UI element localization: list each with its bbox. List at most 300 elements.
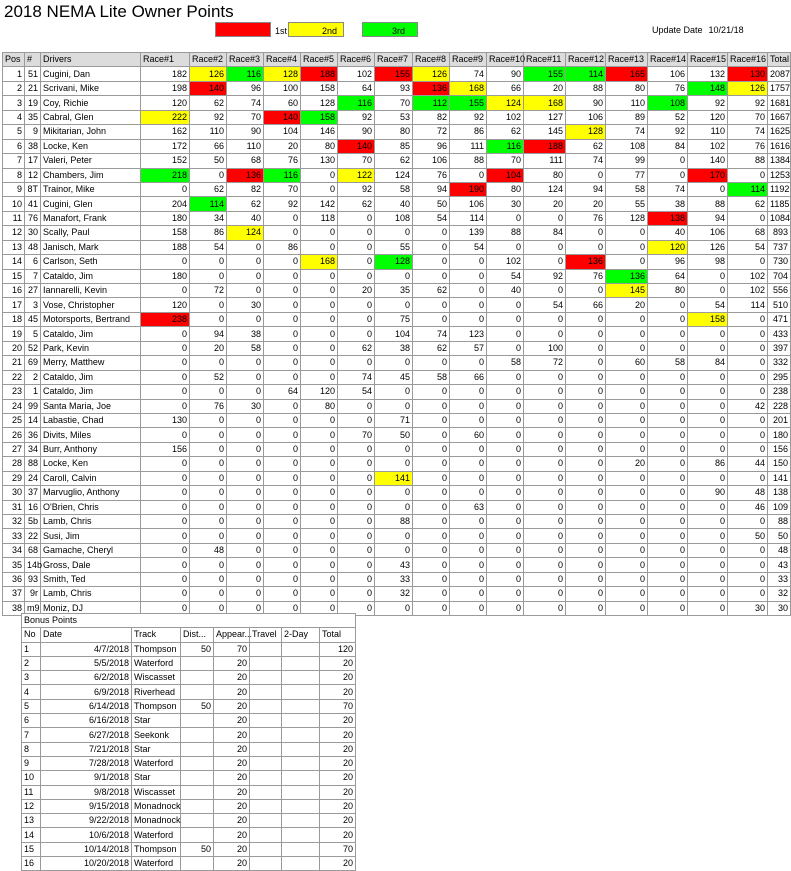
race-points-cell: 0 (375, 269, 413, 283)
race-points-cell: 0 (264, 255, 301, 269)
race-points-cell: 0 (338, 298, 375, 312)
table-row (3, 81, 791, 95)
race-points-cell: 88 (450, 154, 487, 168)
race-points-cell: 136 (606, 269, 648, 283)
bonus-cell (282, 785, 320, 799)
race-points-cell: 70 (338, 428, 375, 442)
race-points-cell: 0 (487, 413, 524, 427)
race-points-cell: 106 (688, 226, 728, 240)
position-cell: 24 (3, 399, 25, 413)
race-points-cell: 0 (566, 587, 606, 601)
race-points-cell: 126 (728, 81, 768, 95)
driver-cell: Cataldo, Jim (41, 385, 141, 399)
bonus-cell: 10/14/2018 (41, 842, 132, 856)
race-points-cell: 0 (338, 312, 375, 326)
race-points-cell: 94 (190, 327, 227, 341)
race-points-cell: 124 (375, 168, 413, 182)
column-header: Race#8 (413, 53, 450, 67)
driver-cell: Chambers, Jim (41, 168, 141, 182)
driver-cell: O'Brien, Chris (41, 500, 141, 514)
table-row (3, 67, 791, 81)
driver-cell: Cabral, Glen (41, 110, 141, 124)
race-points-cell: 0 (728, 413, 768, 427)
race-points-cell: 0 (227, 543, 264, 557)
race-points-cell: 99 (606, 154, 648, 168)
race-points-cell: 0 (301, 356, 338, 370)
position-cell: 29 (3, 471, 25, 485)
car-number-cell: 8T (25, 182, 41, 196)
position-cell: 23 (3, 385, 25, 399)
race-points-cell: 74 (450, 67, 487, 81)
bonus-cell: 20 (214, 814, 250, 828)
race-points-cell: 0 (301, 240, 338, 254)
race-points-cell: 0 (227, 385, 264, 399)
race-points-cell: 40 (227, 211, 264, 225)
race-points-cell: 0 (338, 399, 375, 413)
race-points-cell: 62 (190, 182, 227, 196)
race-points-cell: 0 (227, 515, 264, 529)
race-points-cell: 0 (450, 572, 487, 586)
car-number-cell: 7 (25, 269, 41, 283)
race-points-cell: 126 (190, 67, 227, 81)
race-points-cell: 0 (264, 471, 301, 485)
race-points-cell: 98 (688, 255, 728, 269)
bonus-cell: 10/20/2018 (41, 857, 132, 871)
race-points-cell: 0 (450, 529, 487, 543)
position-cell: 37 (3, 587, 25, 601)
total-cell: 48 (768, 543, 791, 557)
race-points-cell: 0 (524, 543, 566, 557)
race-points-cell: 0 (450, 298, 487, 312)
race-points-cell: 0 (524, 471, 566, 485)
race-points-cell: 86 (688, 457, 728, 471)
bonus-cell: 50 (181, 642, 214, 656)
race-points-cell: 58 (648, 356, 688, 370)
race-points-cell: 0 (566, 558, 606, 572)
race-points-cell: 106 (413, 154, 450, 168)
column-header: Race#10 (487, 53, 524, 67)
race-points-cell: 60 (264, 96, 301, 110)
race-points-cell: 102 (487, 255, 524, 269)
race-points-cell: 0 (524, 442, 566, 456)
race-points-cell: 124 (487, 96, 524, 110)
race-points-cell: 0 (487, 442, 524, 456)
race-points-cell: 0 (264, 211, 301, 225)
car-number-cell: 68 (25, 543, 41, 557)
table-row (3, 298, 791, 312)
car-number-cell: 6 (25, 255, 41, 269)
race-points-cell: 114 (566, 67, 606, 81)
race-points-cell: 0 (524, 558, 566, 572)
race-points-cell: 0 (606, 385, 648, 399)
bonus-column-header: Appear... (214, 628, 250, 642)
bonus-cell: 20 (320, 685, 356, 699)
race-points-cell: 0 (141, 601, 190, 615)
driver-cell: Mikitarian, John (41, 125, 141, 139)
race-points-cell: 20 (524, 81, 566, 95)
column-header: Race#13 (606, 53, 648, 67)
bonus-column-header: Travel (250, 628, 282, 642)
race-points-cell: 0 (566, 572, 606, 586)
total-cell: 201 (768, 413, 791, 427)
car-number-cell: 38 (25, 139, 41, 153)
race-points-cell: 0 (413, 515, 450, 529)
race-points-cell: 104 (487, 168, 524, 182)
race-points-cell: 0 (190, 558, 227, 572)
race-points-cell: 0 (566, 226, 606, 240)
race-points-cell: 0 (648, 428, 688, 442)
race-points-cell: 158 (688, 312, 728, 326)
race-points-cell: 0 (688, 601, 728, 615)
position-cell: 31 (3, 500, 25, 514)
column-header: Race#3 (227, 53, 264, 67)
race-points-cell: 70 (264, 182, 301, 196)
driver-cell: Cugini, Dan (41, 67, 141, 81)
race-points-cell: 114 (728, 298, 768, 312)
race-points-cell: 168 (450, 81, 487, 95)
race-points-cell: 0 (141, 529, 190, 543)
race-points-cell: 62 (566, 139, 606, 153)
race-points-cell: 0 (190, 572, 227, 586)
race-points-cell: 76 (264, 154, 301, 168)
race-points-cell: 0 (648, 457, 688, 471)
race-points-cell: 0 (375, 442, 413, 456)
race-points-cell: 0 (264, 341, 301, 355)
bonus-cell: 20 (320, 742, 356, 756)
race-points-cell: 0 (141, 255, 190, 269)
race-points-cell: 0 (264, 399, 301, 413)
race-points-cell: 43 (375, 558, 413, 572)
race-points-cell: 0 (413, 587, 450, 601)
race-points-cell: 0 (487, 385, 524, 399)
race-points-cell: 96 (413, 139, 450, 153)
race-points-cell: 0 (338, 442, 375, 456)
race-points-cell: 72 (524, 356, 566, 370)
race-points-cell: 124 (524, 182, 566, 196)
bonus-cell (181, 785, 214, 799)
driver-cell: Janisch, Mark (41, 240, 141, 254)
driver-cell: Manafort, Frank (41, 211, 141, 225)
race-points-cell: 0 (413, 442, 450, 456)
car-number-cell: 30 (25, 226, 41, 240)
bonus-cell: 15 (22, 842, 41, 856)
bonus-cell: Star (132, 714, 181, 728)
race-points-cell: 74 (338, 370, 375, 384)
race-points-cell: 0 (413, 601, 450, 615)
race-points-cell: 180 (141, 269, 190, 283)
bonus-cell: 20 (320, 799, 356, 813)
race-points-cell: 0 (728, 515, 768, 529)
race-points-cell: 0 (375, 543, 413, 557)
race-points-cell: 172 (141, 139, 190, 153)
race-points-cell: 40 (487, 284, 524, 298)
race-points-cell: 0 (566, 284, 606, 298)
race-points-cell: 0 (338, 572, 375, 586)
car-number-cell: 37 (25, 486, 41, 500)
total-cell: 88 (768, 515, 791, 529)
bonus-cell: 6/16/2018 (41, 714, 132, 728)
race-points-cell: 0 (338, 240, 375, 254)
race-points-cell: 0 (338, 587, 375, 601)
race-points-cell: 58 (413, 370, 450, 384)
car-number-cell: 99 (25, 399, 41, 413)
race-points-cell: 0 (264, 356, 301, 370)
race-points-cell: 139 (450, 226, 487, 240)
race-points-cell: 130 (141, 413, 190, 427)
bonus-cell (282, 842, 320, 856)
bonus-cell: 7/28/2018 (41, 756, 132, 770)
bonus-cell: Monadnock (132, 814, 181, 828)
race-points-cell: 0 (606, 558, 648, 572)
race-points-cell: 72 (413, 125, 450, 139)
race-points-cell: 114 (190, 197, 227, 211)
position-cell: 34 (3, 543, 25, 557)
race-points-cell: 0 (413, 240, 450, 254)
race-points-cell: 0 (450, 543, 487, 557)
legend-swatch-first (215, 22, 271, 37)
race-points-cell: 140 (688, 154, 728, 168)
race-points-cell: 0 (413, 486, 450, 500)
race-points-cell: 80 (301, 139, 338, 153)
race-points-cell: 0 (487, 312, 524, 326)
bonus-cell: 20 (214, 756, 250, 770)
race-points-cell: 62 (338, 197, 375, 211)
race-points-cell: 66 (450, 370, 487, 384)
update-date-value: 10/21/18 (708, 25, 744, 35)
table-row (3, 182, 791, 196)
race-points-cell: 34 (190, 211, 227, 225)
car-number-cell: 5 (25, 327, 41, 341)
car-number-cell: 9 (25, 125, 41, 139)
race-points-cell: 96 (648, 255, 688, 269)
bonus-cell (282, 699, 320, 713)
total-cell: 704 (768, 269, 791, 283)
bonus-cell: 9/22/2018 (41, 814, 132, 828)
bonus-cell (181, 814, 214, 828)
race-points-cell: 40 (648, 226, 688, 240)
race-points-cell: 114 (728, 182, 768, 196)
bonus-cell: 5/5/2018 (41, 656, 132, 670)
race-points-cell: 0 (375, 486, 413, 500)
race-points-cell: 20 (606, 298, 648, 312)
car-number-cell: 2 (25, 370, 41, 384)
race-points-cell: 0 (338, 327, 375, 341)
race-points-cell: 0 (190, 486, 227, 500)
race-points-cell: 162 (141, 125, 190, 139)
race-points-cell: 66 (487, 81, 524, 95)
race-points-cell: 0 (338, 269, 375, 283)
race-points-cell: 0 (264, 500, 301, 514)
race-points-cell: 0 (413, 312, 450, 326)
driver-cell: Locke, Ken (41, 457, 141, 471)
bonus-cell: Seekonk (132, 728, 181, 742)
race-points-cell: 0 (688, 471, 728, 485)
bonus-cell: 20 (320, 771, 356, 785)
driver-cell: Merry, Matthew (41, 356, 141, 370)
race-points-cell: 88 (566, 81, 606, 95)
race-points-cell: 0 (648, 327, 688, 341)
race-points-cell: 132 (688, 67, 728, 81)
race-points-cell: 0 (301, 226, 338, 240)
race-points-cell: 89 (606, 110, 648, 124)
race-points-cell: 0 (688, 385, 728, 399)
bonus-cell (282, 656, 320, 670)
total-cell: 30 (768, 601, 791, 615)
race-points-cell: 155 (450, 96, 487, 110)
race-points-cell: 0 (338, 500, 375, 514)
bonus-cell: 20 (320, 857, 356, 871)
race-points-cell: 110 (190, 125, 227, 139)
driver-cell: Labastie, Chad (41, 413, 141, 427)
race-points-cell: 0 (450, 457, 487, 471)
bonus-cell (250, 671, 282, 685)
race-points-cell: 0 (141, 385, 190, 399)
race-points-cell: 0 (487, 543, 524, 557)
race-points-cell: 84 (524, 226, 566, 240)
total-cell: 109 (768, 500, 791, 514)
race-points-cell: 0 (301, 500, 338, 514)
table-row (3, 110, 791, 124)
bonus-cell: 20 (214, 771, 250, 785)
race-points-cell: 0 (301, 312, 338, 326)
table-row (3, 312, 791, 326)
total-cell: 433 (768, 327, 791, 341)
race-points-cell: 0 (524, 587, 566, 601)
bonus-cell: 16 (22, 857, 41, 871)
driver-cell: Scrivani, Mike (41, 81, 141, 95)
race-points-cell: 0 (450, 385, 487, 399)
race-points-cell: 0 (338, 457, 375, 471)
race-points-cell: 88 (487, 226, 524, 240)
race-points-cell: 0 (227, 255, 264, 269)
race-points-cell: 0 (688, 500, 728, 514)
position-cell: 36 (3, 572, 25, 586)
race-points-cell: 114 (450, 211, 487, 225)
race-points-cell: 45 (375, 370, 413, 384)
race-points-cell: 158 (301, 110, 338, 124)
bonus-cell (250, 785, 282, 799)
race-points-cell: 80 (487, 182, 524, 196)
bonus-cell (181, 728, 214, 742)
race-points-cell: 0 (524, 413, 566, 427)
race-points-cell: 20 (338, 284, 375, 298)
race-points-cell: 120 (301, 385, 338, 399)
race-points-cell: 92 (728, 96, 768, 110)
race-points-cell: 77 (606, 168, 648, 182)
bonus-column-header: Total (320, 628, 356, 642)
car-number-cell: 48 (25, 240, 41, 254)
race-points-cell: 148 (688, 81, 728, 95)
bonus-cell: 11 (22, 785, 41, 799)
race-points-cell: 0 (688, 182, 728, 196)
race-points-cell: 46 (728, 500, 768, 514)
race-points-cell: 0 (450, 515, 487, 529)
total-cell: 180 (768, 428, 791, 442)
bonus-cell (282, 814, 320, 828)
race-points-cell: 0 (566, 543, 606, 557)
total-cell: 730 (768, 255, 791, 269)
race-points-cell: 84 (688, 356, 728, 370)
race-points-cell: 0 (413, 471, 450, 485)
race-points-cell: 20 (524, 197, 566, 211)
bonus-cell (282, 714, 320, 728)
total-cell: 556 (768, 284, 791, 298)
bonus-cell: 13 (22, 814, 41, 828)
total-cell: 150 (768, 457, 791, 471)
race-points-cell: 30 (487, 197, 524, 211)
position-cell: 7 (3, 154, 25, 168)
race-points-cell: 92 (688, 96, 728, 110)
race-points-cell: 0 (301, 298, 338, 312)
total-cell: 1616 (768, 139, 791, 153)
race-points-cell: 0 (566, 428, 606, 442)
total-cell: 2087 (768, 67, 791, 81)
race-points-cell: 54 (728, 240, 768, 254)
race-points-cell: 155 (524, 67, 566, 81)
race-points-cell: 0 (566, 500, 606, 514)
bonus-cell: 70 (320, 842, 356, 856)
table-row (3, 515, 791, 529)
bonus-cell (250, 742, 282, 756)
total-cell: 1625 (768, 125, 791, 139)
race-points-cell: 0 (524, 385, 566, 399)
race-points-cell: 0 (728, 327, 768, 341)
race-points-cell: 0 (487, 457, 524, 471)
race-points-cell: 0 (648, 312, 688, 326)
column-header: Race#2 (190, 53, 227, 67)
race-points-cell: 0 (688, 399, 728, 413)
race-points-cell: 0 (688, 413, 728, 427)
car-number-cell: 1 (25, 385, 41, 399)
race-points-cell: 53 (375, 110, 413, 124)
bonus-row (22, 699, 356, 713)
race-points-cell: 0 (413, 428, 450, 442)
bonus-cell (181, 857, 214, 871)
race-points-cell: 74 (413, 327, 450, 341)
position-cell: 4 (3, 110, 25, 124)
driver-cell: Lamb, Chris (41, 587, 141, 601)
race-points-cell: 0 (450, 312, 487, 326)
race-points-cell: 0 (688, 269, 728, 283)
race-points-cell: 106 (450, 197, 487, 211)
race-points-cell: 0 (190, 356, 227, 370)
bonus-cell: Waterford (132, 828, 181, 842)
race-points-cell: 0 (227, 442, 264, 456)
race-points-cell: 20 (566, 197, 606, 211)
race-points-cell: 0 (301, 341, 338, 355)
race-points-cell: 0 (190, 312, 227, 326)
race-points-cell: 0 (648, 529, 688, 543)
race-points-cell: 50 (413, 197, 450, 211)
race-points-cell: 0 (524, 255, 566, 269)
bonus-cell: 2 (22, 656, 41, 670)
total-cell: 1681 (768, 96, 791, 110)
table-row (3, 370, 791, 384)
race-points-cell: 110 (688, 125, 728, 139)
race-points-cell: 0 (413, 572, 450, 586)
total-cell: 1253 (768, 168, 791, 182)
race-points-cell: 146 (301, 125, 338, 139)
bonus-cell (181, 714, 214, 728)
race-points-cell: 136 (566, 255, 606, 269)
race-points-cell: 0 (606, 500, 648, 514)
bonus-row (22, 728, 356, 742)
table-row (3, 255, 791, 269)
bonus-cell: Waterford (132, 656, 181, 670)
position-cell: 5 (3, 125, 25, 139)
race-points-cell: 0 (227, 370, 264, 384)
race-points-cell: 54 (338, 385, 375, 399)
